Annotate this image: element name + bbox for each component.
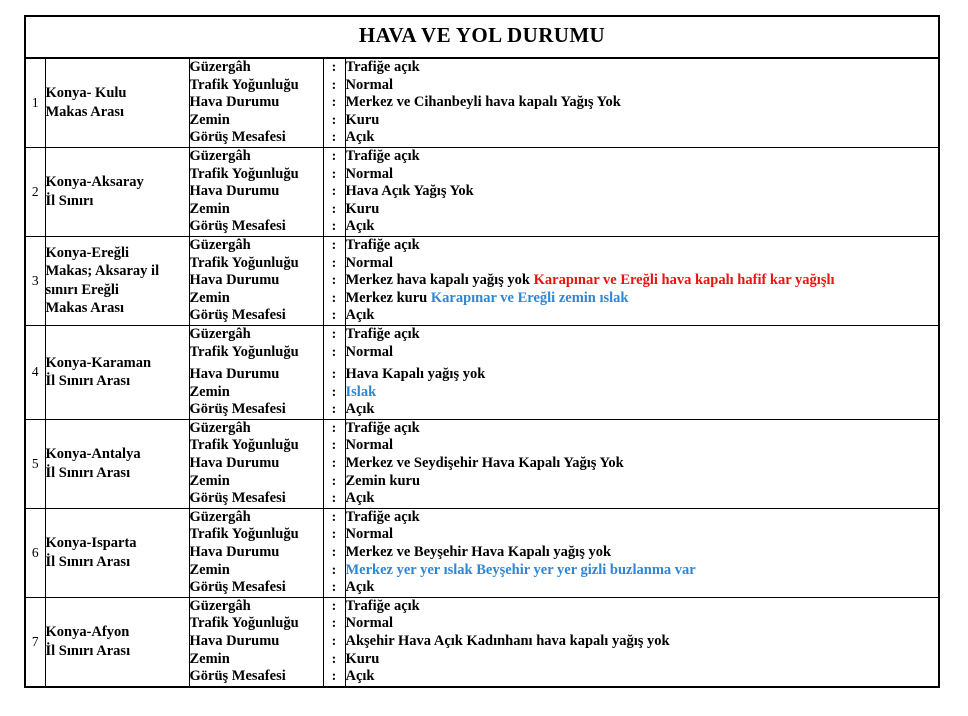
field-value — [346, 166, 939, 184]
field-value — [346, 401, 939, 419]
field-value — [346, 183, 939, 201]
colon-separator: : — [331, 326, 337, 342]
field-label: Trafik Yoğunluğu — [189, 615, 299, 632]
colon-separator: : — [331, 290, 337, 306]
field-value-segment-black: Hava Kapalı yağış yok — [345, 366, 486, 383]
table-row — [25, 147, 939, 236]
field-value — [346, 77, 939, 95]
field-values-cell — [345, 419, 939, 508]
colon-separator: : — [331, 562, 337, 578]
field-value — [346, 272, 939, 290]
route-name-line: Konya-Antalya — [45, 446, 141, 463]
colon-separator: : — [331, 237, 337, 253]
colon-separator: : — [331, 273, 337, 289]
field-value-segment-black: Kuru — [345, 111, 380, 128]
route-name — [46, 623, 189, 660]
field-value — [346, 366, 939, 384]
route-name — [46, 173, 189, 210]
route-name-line: İl Sınırı Arası — [45, 642, 131, 659]
colon-separator: : — [331, 669, 337, 685]
route-name-cell — [45, 508, 189, 597]
route-name-line: Konya-Aksaray — [45, 174, 144, 191]
field-label: Görüş Mesafesi — [189, 579, 286, 596]
field-value — [346, 437, 939, 455]
route-name-cell — [45, 147, 189, 236]
table-row — [25, 508, 939, 597]
colon-separator: : — [331, 60, 337, 75]
row-number: 3 — [25, 236, 45, 325]
field-value-segment-black: Merkez hava kapalı yağış yok — [345, 272, 534, 289]
field-label: Hava Durumu — [189, 633, 280, 649]
field-labels-cell — [189, 325, 323, 419]
route-name-line: İl Sınırı Arası — [45, 373, 131, 390]
field-value-segment-black: Akşehir Hava Açık Kadınhanı hava kapalı yağış yok — [345, 633, 670, 649]
field-label: Güzergâh — [189, 236, 251, 253]
field-values-cell — [345, 147, 939, 236]
field-value-segment-black: Normal — [345, 526, 394, 543]
field-value — [346, 490, 939, 508]
field-label: Görüş Mesafesi — [189, 401, 286, 418]
field-value-segment-black: Normal — [345, 165, 394, 182]
field-values-cell — [345, 236, 939, 325]
colon-separator: : — [331, 616, 337, 632]
field-value-segment-black: Trafiğe açık — [345, 597, 420, 614]
colon-separator: : — [331, 634, 337, 649]
field-value-segment-black: Trafiğe açık — [345, 325, 420, 342]
route-name-cell — [45, 325, 189, 419]
route-name-line: İl Sınırı Arası — [45, 553, 131, 570]
field-label: Görüş Mesafesi — [189, 307, 286, 324]
field-label: Trafik Yoğunluğu — [189, 343, 299, 360]
colon-separator: : — [331, 438, 337, 454]
field-label: Zemin — [189, 561, 230, 578]
route-name-line: Konya-Karaman — [45, 354, 152, 371]
route-name — [46, 354, 189, 391]
route-name-cell — [45, 419, 189, 508]
route-name-line: Konya-Isparta — [45, 535, 137, 552]
table-row — [25, 325, 939, 419]
route-name — [46, 244, 189, 318]
field-value — [346, 201, 939, 219]
field-label: Zemin — [189, 383, 230, 400]
field-label: Trafik Yoğunluğu — [189, 76, 299, 93]
colon-separator: : — [331, 598, 337, 614]
field-label: Görüş Mesafesi — [189, 668, 286, 685]
field-label: Güzergâh — [189, 508, 251, 525]
route-name-line: sınırı Ereğli — [45, 281, 119, 298]
colon-separator: : — [331, 308, 337, 324]
route-name — [46, 84, 189, 121]
field-value — [346, 526, 939, 544]
colon-separator-cell — [323, 236, 345, 325]
table-title-row — [25, 16, 939, 58]
table-row — [25, 419, 939, 508]
field-value — [346, 579, 939, 597]
field-label: Güzergâh — [189, 325, 251, 342]
field-value — [346, 307, 939, 325]
colon-separator-cell — [323, 597, 345, 686]
field-value — [346, 420, 939, 438]
colon-separator: : — [331, 509, 337, 525]
field-value-segment-black: Trafiğe açık — [345, 419, 420, 436]
field-labels-cell — [189, 597, 323, 686]
colon-separator: : — [331, 184, 337, 200]
colon-separator: : — [331, 527, 337, 543]
field-label: Zemin — [189, 289, 230, 306]
field-label: Güzergâh — [189, 59, 251, 75]
table-row — [25, 58, 939, 147]
field-label: Zemin — [189, 111, 230, 128]
route-name — [46, 445, 189, 482]
field-value-segment-black: Normal — [345, 437, 394, 454]
field-value-segment-blue: Islak — [345, 383, 377, 400]
colon-separator-cell — [323, 419, 345, 508]
colon-separator: : — [331, 130, 337, 146]
field-label: Hava Durumu — [189, 366, 280, 383]
field-value-segment-black: Kuru — [345, 650, 380, 667]
field-label: Görüş Mesafesi — [189, 490, 286, 507]
field-value — [346, 544, 939, 562]
field-value-segment-black: Açık — [345, 401, 375, 418]
row-number: 4 — [25, 325, 45, 419]
field-value-segment-black: Trafiğe açık — [345, 508, 420, 525]
field-labels-cell — [189, 236, 323, 325]
field-labels-cell — [189, 147, 323, 236]
field-labels-cell — [189, 508, 323, 597]
field-label: Hava Durumu — [189, 455, 280, 472]
colon-separator: : — [331, 201, 337, 217]
field-value-segment-black: Açık — [345, 218, 375, 235]
table-row — [25, 236, 939, 325]
weather-road-status-table — [24, 15, 940, 688]
colon-separator: : — [331, 219, 337, 235]
colon-separator: : — [331, 148, 337, 164]
colon-separator: : — [331, 255, 337, 271]
field-value-segment-blue: Merkez yer yer ıslak Beyşehir yer yer gizli buzlanma var — [345, 561, 696, 578]
colon-separator-cell — [323, 508, 345, 597]
field-label: Trafik Yoğunluğu — [189, 165, 299, 182]
route-name-cell — [45, 597, 189, 686]
field-label: Zemin — [189, 650, 230, 667]
colon-separator: : — [331, 651, 337, 667]
table-body — [25, 16, 939, 687]
field-value-segment-black: Trafiğe açık — [345, 59, 420, 75]
route-name-line: Konya-Afyon — [45, 624, 130, 641]
route-name — [46, 534, 189, 571]
field-value — [346, 509, 939, 527]
field-value-segment-black: Merkez kuru — [345, 289, 431, 306]
route-name-line: Makas; Aksaray il — [45, 263, 160, 280]
field-label: Güzergâh — [189, 597, 251, 614]
field-value — [346, 455, 939, 473]
colon-separator: : — [331, 367, 337, 383]
field-value — [346, 59, 939, 77]
field-value-segment-black: Hava Açık Yağış Yok — [345, 183, 474, 200]
colon-separator-cell — [323, 58, 345, 147]
field-value — [346, 112, 939, 130]
field-value — [346, 148, 939, 166]
field-values-cell — [345, 597, 939, 686]
route-name-line: İl Sınırı — [45, 192, 94, 209]
field-label: Zemin — [189, 472, 230, 489]
field-label: Zemin — [189, 200, 230, 217]
field-label: Görüş Mesafesi — [189, 129, 286, 146]
colon-separator: : — [331, 384, 337, 400]
colon-separator: : — [331, 580, 337, 596]
colon-separator: : — [331, 112, 337, 128]
field-value — [346, 651, 939, 669]
field-value-segment-black: Açık — [345, 668, 375, 685]
colon-separator: : — [331, 545, 337, 561]
field-value-segment-black: Merkez ve Beyşehir Hava Kapalı yağış yok — [345, 544, 612, 561]
field-value — [346, 344, 939, 362]
field-value-segment-blue: Karapınar ve Ereğli zemin ıslak — [430, 289, 629, 306]
colon-separator: : — [331, 77, 337, 93]
field-value — [346, 94, 939, 112]
field-label: Hava Durumu — [189, 544, 280, 561]
field-label: Hava Durumu — [189, 94, 280, 111]
field-label: Güzergâh — [189, 419, 251, 436]
field-value — [346, 598, 939, 616]
field-value-segment-black: Merkez ve Seydişehir Hava Kapalı Yağış Yok — [345, 455, 624, 472]
field-value — [346, 290, 939, 308]
field-values-cell — [345, 58, 939, 147]
field-label: Hava Durumu — [189, 183, 280, 200]
field-value — [346, 237, 939, 255]
field-label: Trafik Yoğunluğu — [189, 526, 299, 543]
route-name-line: Konya-Ereğli — [45, 244, 130, 261]
field-value-segment-black: Normal — [345, 615, 394, 632]
field-values-cell — [345, 325, 939, 419]
colon-separator-cell — [323, 147, 345, 236]
colon-separator-cell — [323, 325, 345, 419]
field-value — [346, 326, 939, 344]
field-values-cell — [345, 508, 939, 597]
field-value-segment-black: Normal — [345, 76, 394, 93]
row-number: 2 — [25, 147, 45, 236]
field-value-segment-black: Trafiğe açık — [345, 147, 420, 164]
field-label: Trafik Yoğunluğu — [189, 254, 299, 271]
table-row — [25, 597, 939, 686]
colon-separator: : — [331, 491, 337, 507]
field-value-segment-black: Kuru — [345, 200, 380, 217]
field-value — [346, 633, 939, 651]
field-value-segment-black: Normal — [345, 254, 394, 271]
field-label: Trafik Yoğunluğu — [189, 437, 299, 454]
colon-separator: : — [331, 402, 337, 418]
page-title: HAVA VE YOL DURUMU — [358, 23, 606, 48]
field-label: Hava Durumu — [189, 272, 280, 289]
field-value — [346, 129, 939, 147]
route-name-line: Makas Arası — [45, 300, 125, 317]
field-label: Güzergâh — [189, 147, 251, 164]
field-value-segment-black: Normal — [345, 343, 394, 360]
field-value-segment-black: Merkez ve Cihanbeyli hava kapalı Yağış Yok — [345, 94, 621, 111]
route-name-cell — [45, 58, 189, 147]
colon-separator: : — [331, 344, 337, 360]
field-value-segment-black: Açık — [345, 307, 375, 324]
colon-separator: : — [331, 456, 337, 472]
field-label: Görüş Mesafesi — [189, 218, 286, 235]
row-number: 7 — [25, 597, 45, 686]
colon-separator: : — [331, 95, 337, 111]
field-value-segment-black: Açık — [345, 129, 375, 146]
field-value — [346, 473, 939, 491]
route-name-cell — [45, 236, 189, 325]
field-value-segment-black: Açık — [345, 490, 375, 507]
field-value — [346, 562, 939, 580]
row-number: 6 — [25, 508, 45, 597]
field-value-segment-black: Açık — [345, 579, 375, 596]
colon-separator: : — [331, 473, 337, 489]
field-value-segment-red: Karapınar ve Ereğli hava kapalı hafif kar yağışlı — [533, 272, 835, 289]
colon-separator: : — [331, 420, 337, 436]
field-labels-cell — [189, 419, 323, 508]
field-value-segment-black: Trafiğe açık — [345, 236, 420, 253]
row-number: 5 — [25, 419, 45, 508]
colon-separator: : — [331, 166, 337, 182]
field-value — [346, 384, 939, 402]
field-value — [346, 218, 939, 236]
route-name-line: Konya- Kulu — [45, 85, 127, 102]
row-number: 1 — [25, 58, 45, 147]
route-name-line: Makas Arası — [45, 103, 125, 120]
field-value — [346, 255, 939, 273]
field-value-segment-black: Zemin kuru — [345, 472, 421, 489]
field-labels-cell — [189, 58, 323, 147]
field-value — [346, 668, 939, 686]
field-value — [346, 615, 939, 633]
route-name-line: İl Sınırı Arası — [45, 464, 131, 481]
table-title-cell — [25, 16, 939, 58]
